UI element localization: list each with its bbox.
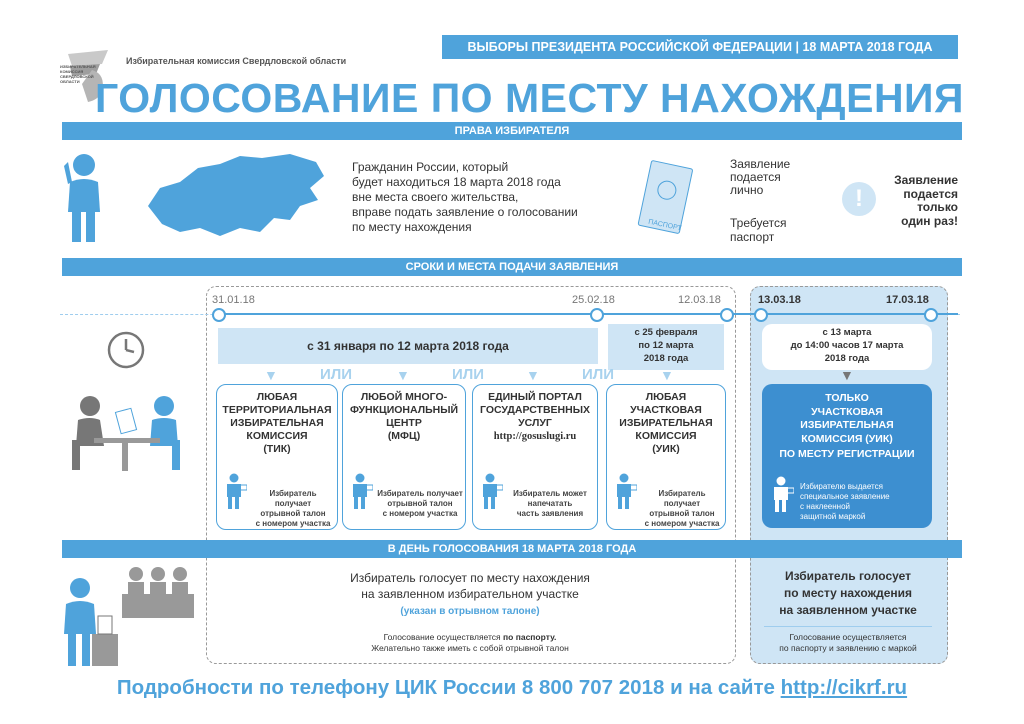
date-label: 17.03.18 xyxy=(886,294,929,306)
arrow-down-icon: ▼ xyxy=(396,367,410,383)
timeline-dot xyxy=(720,308,734,322)
date-label: 13.03.18 xyxy=(758,294,801,306)
russia-map xyxy=(140,148,330,244)
organization-name: Избирательная комиссия Свердловской области xyxy=(126,56,347,66)
timeline-dot xyxy=(212,308,226,322)
date-label: 25.02.18 xyxy=(572,294,615,306)
page-title: ГОЛОСОВАНИЕ ПО МЕСТУ НАХОЖДЕНИЯ xyxy=(95,75,964,121)
voting-day-main-text: Избиратель голосует по месту нахождения на заявленном избирательном участке xyxy=(350,571,590,601)
personal-submission-text: Заявление подается лично xyxy=(730,157,791,197)
cikrf-link[interactable]: http://cikrf.ru xyxy=(780,676,908,699)
voter-ticket-icon xyxy=(225,473,247,509)
voter-ticket-icon xyxy=(615,473,637,509)
timeline-dot xyxy=(754,308,768,322)
voting-day-note: Голосование осуществляется по паспорту. Желательно также иметь с собой отрывной талон xyxy=(371,632,569,653)
or-label: ИЛИ xyxy=(452,366,485,383)
voter-ticket-icon xyxy=(351,473,373,509)
arrow-down-icon: ▼ xyxy=(526,367,540,383)
clock-icon xyxy=(106,330,146,370)
ballot-box-voter-icon xyxy=(62,576,122,668)
voting-day-hint: (указан в отрывном талоне) xyxy=(400,606,540,617)
once-only-text: Заявление подается только один раз! xyxy=(894,173,958,228)
or-label: ИЛИ xyxy=(582,366,615,383)
divider xyxy=(764,626,932,627)
deadlines-section-title: СРОКИ И МЕСТА ПОДАЧИ ЗАЯВЛЕНИЯ xyxy=(62,258,962,276)
exclamation-icon: ! xyxy=(842,182,876,216)
or-label: ИЛИ xyxy=(320,366,353,383)
voting-day-right-main: Избиратель голосует по месту нахождения на заявленном участке xyxy=(779,569,917,617)
rights-line: вправе подать заявление о голосовании xyxy=(352,205,578,219)
period-mar-bar: с 13 марта до 14:00 часов 17 марта 2018 года xyxy=(762,324,932,370)
rights-line: по месту нахождения xyxy=(352,220,472,234)
arrow-down-icon: ▼ xyxy=(840,367,854,383)
footer-contact xyxy=(62,676,962,700)
voting-day-right-note: Голосование осуществляется по паспорту и заявлению с маркой xyxy=(779,632,917,653)
rights-section-title: ПРАВА ИЗБИРАТЕЛЯ xyxy=(62,122,962,140)
election-banner: ВЫБОРЫ ПРЕЗИДЕНТА РОССИЙСКОЙ ФЕДЕРАЦИИ | 18 МАРТА 2018 ГОДА xyxy=(442,35,958,59)
voting-day-section-title: В ДЕНЬ ГОЛОСОВАНИЯ 18 МАРТА 2018 ГОДА xyxy=(62,540,962,558)
timeline-dot xyxy=(924,308,938,322)
voter-person-icon xyxy=(62,152,110,244)
timeline-dot xyxy=(590,308,604,322)
period-feb-bar: с 25 февраля по 12 марта 2018 года xyxy=(608,324,724,370)
rights-line: будет находиться 18 марта 2018 года xyxy=(352,175,561,189)
option-tik: ЛЮБАЯ ТЕРРИТОРИАЛЬНАЯ ИЗБИРАТЕЛЬНАЯ КОМИССИЯ (ТИК) Избиратель получает отрывной талон с номером участка xyxy=(216,384,338,530)
date-label: 12.03.18 xyxy=(678,294,721,306)
voter-ticket-icon xyxy=(772,476,794,512)
option-gosuslugi: ЕДИНЫЙ ПОРТАЛ ГОСУДАРСТВЕННЫХ УСЛУГ http://gosuslugi.ru Избиратель может напечатать часть заявления xyxy=(472,384,598,530)
timeline-solid xyxy=(218,313,958,315)
rights-text xyxy=(352,160,642,235)
rights-line: вне места своего жительства, xyxy=(352,190,519,204)
consultation-icon xyxy=(64,390,190,474)
gosuslugi-link[interactable]: http://gosuslugi.ru xyxy=(493,431,577,442)
passport-doc-label: ПАСПОРТ xyxy=(647,218,683,233)
election-commission-icon xyxy=(122,564,194,620)
date-label: 31.01.18 xyxy=(212,294,255,306)
passport-required-text: Требуется паспорт xyxy=(730,216,787,244)
rights-line: Гражданин России, который xyxy=(352,160,509,174)
arrow-down-icon: ▼ xyxy=(264,367,278,383)
arrow-down-icon: ▼ xyxy=(660,367,674,383)
option-mfc: ЛЮБОЙ МНОГО- ФУНКЦИОНАЛЬНЫЙ ЦЕНТР (МФЦ) Избиратель получает отрывной талон с номером участка xyxy=(342,384,466,530)
voter-ticket-icon xyxy=(481,473,503,509)
option-uik-registration: ТОЛЬКО УЧАСТКОВАЯ ИЗБИРАТЕЛЬНАЯ КОМИССИЯ (УИК) ПО МЕСТУ РЕГИСТРАЦИИ Избирателю выдается специальное заявление с наклеенной защитной маркой xyxy=(762,384,932,528)
option-uik: ЛЮБАЯ УЧАСТКОВАЯ ИЗБИРАТЕЛЬНАЯ КОМИССИЯ (УИК) Избиратель получает отрывной талон с номером участка xyxy=(606,384,726,530)
period-main-bar: с 31 января по 12 марта 2018 года xyxy=(218,328,598,364)
footer-text: Подробности по телефону ЦИК России 8 800 707 2018 и на сайте xyxy=(116,676,781,699)
logo-caption: ИЗБИРАТЕЛЬНАЯ КОМИССИЯ СВЕРДЛОВСКОЙ ОБЛАСТИ xyxy=(60,64,96,84)
